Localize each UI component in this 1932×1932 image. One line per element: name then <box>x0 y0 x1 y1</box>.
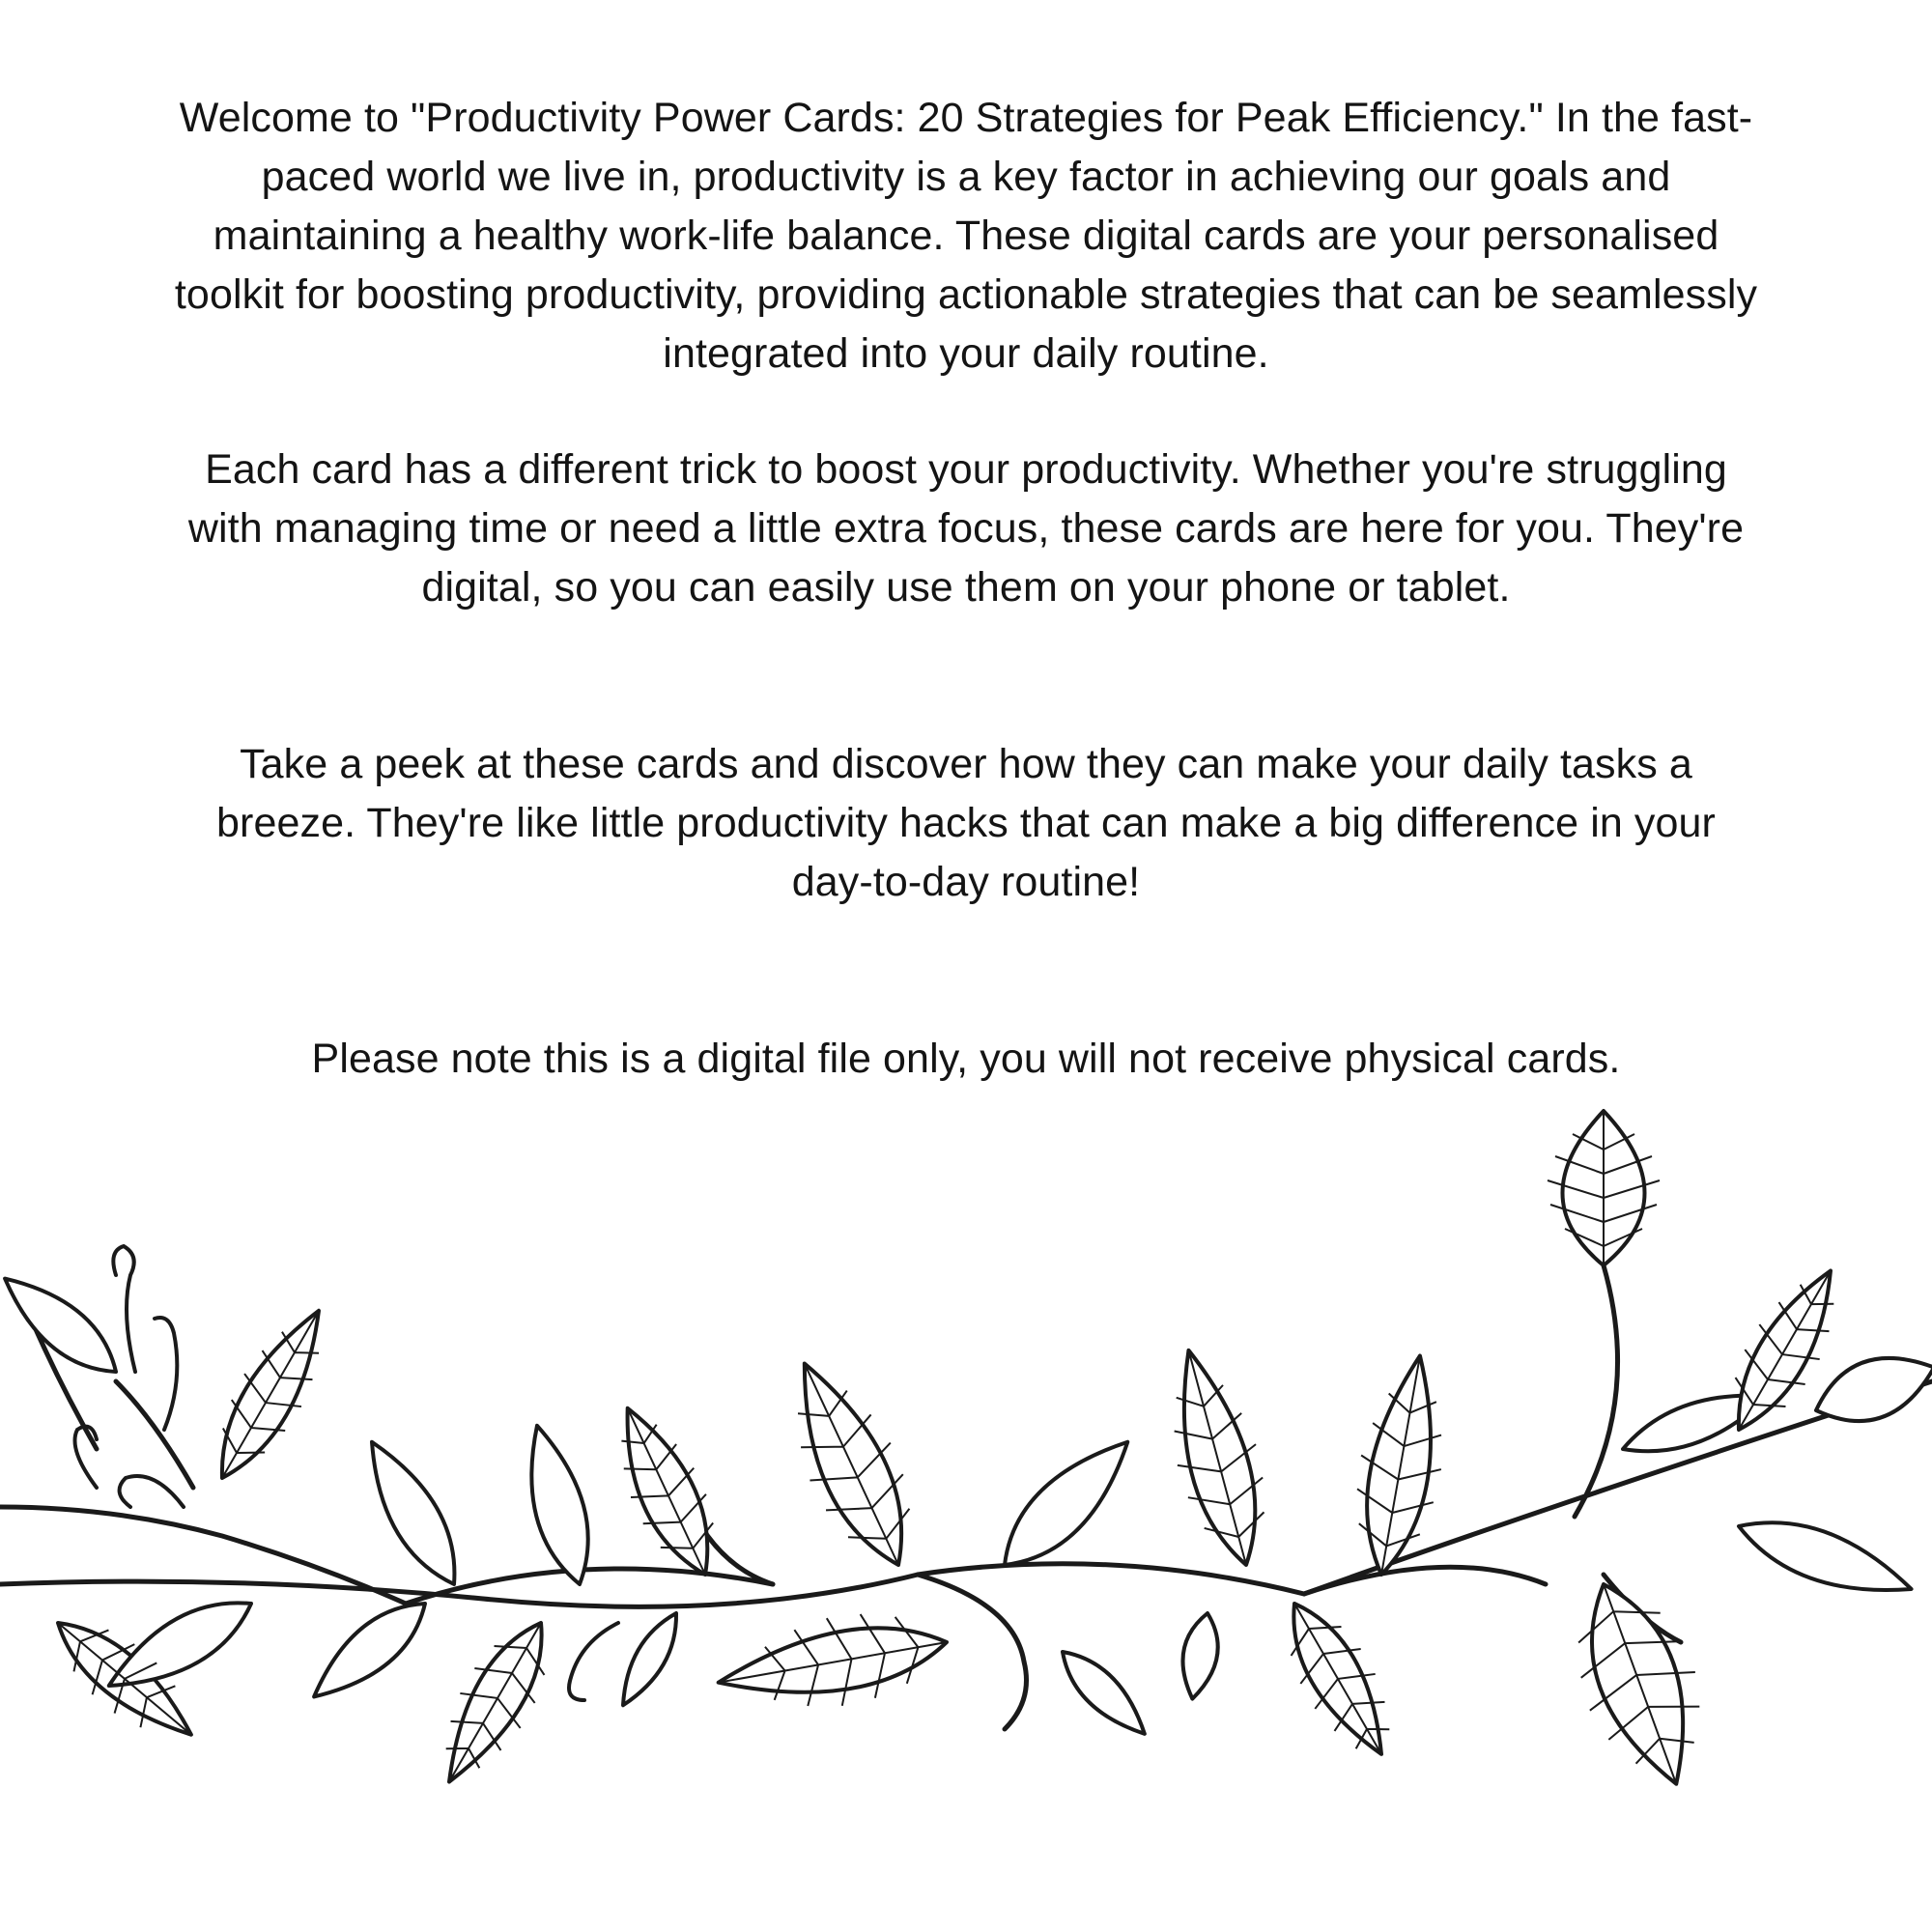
cards-benefits-paragraph: Take a peek at these cards and discover how they can make your daily tasks a breeze. They're like little productivity hacks that can make a big difference in your day-to-day routine! <box>216 741 1716 905</box>
digital-file-notice: Please note this is a digital file only, you will not receive physical cards. <box>311 1036 1621 1082</box>
intro-paragraph: Welcome to "Productivity Power Cards: 20 Strategies for Peak Efficiency." In the fast-paced world we live in, productivity is a key factor in achieving our goals and maintaining a healthy work-life balance. These digital cards are your personalised toolkit for boosting productivity, providing actionable strategies that can be seamlessly integrated into your daily routine. <box>174 95 1758 377</box>
leafy-vine-illustration <box>0 1092 1932 1932</box>
cards-description-paragraph: Each card has a different trick to boost your productivity. Whether you're struggling with managing time or need a little extra focus, these cards are here for you. They're digital, so you can easily use them on your phone or tablet. <box>187 446 1745 611</box>
